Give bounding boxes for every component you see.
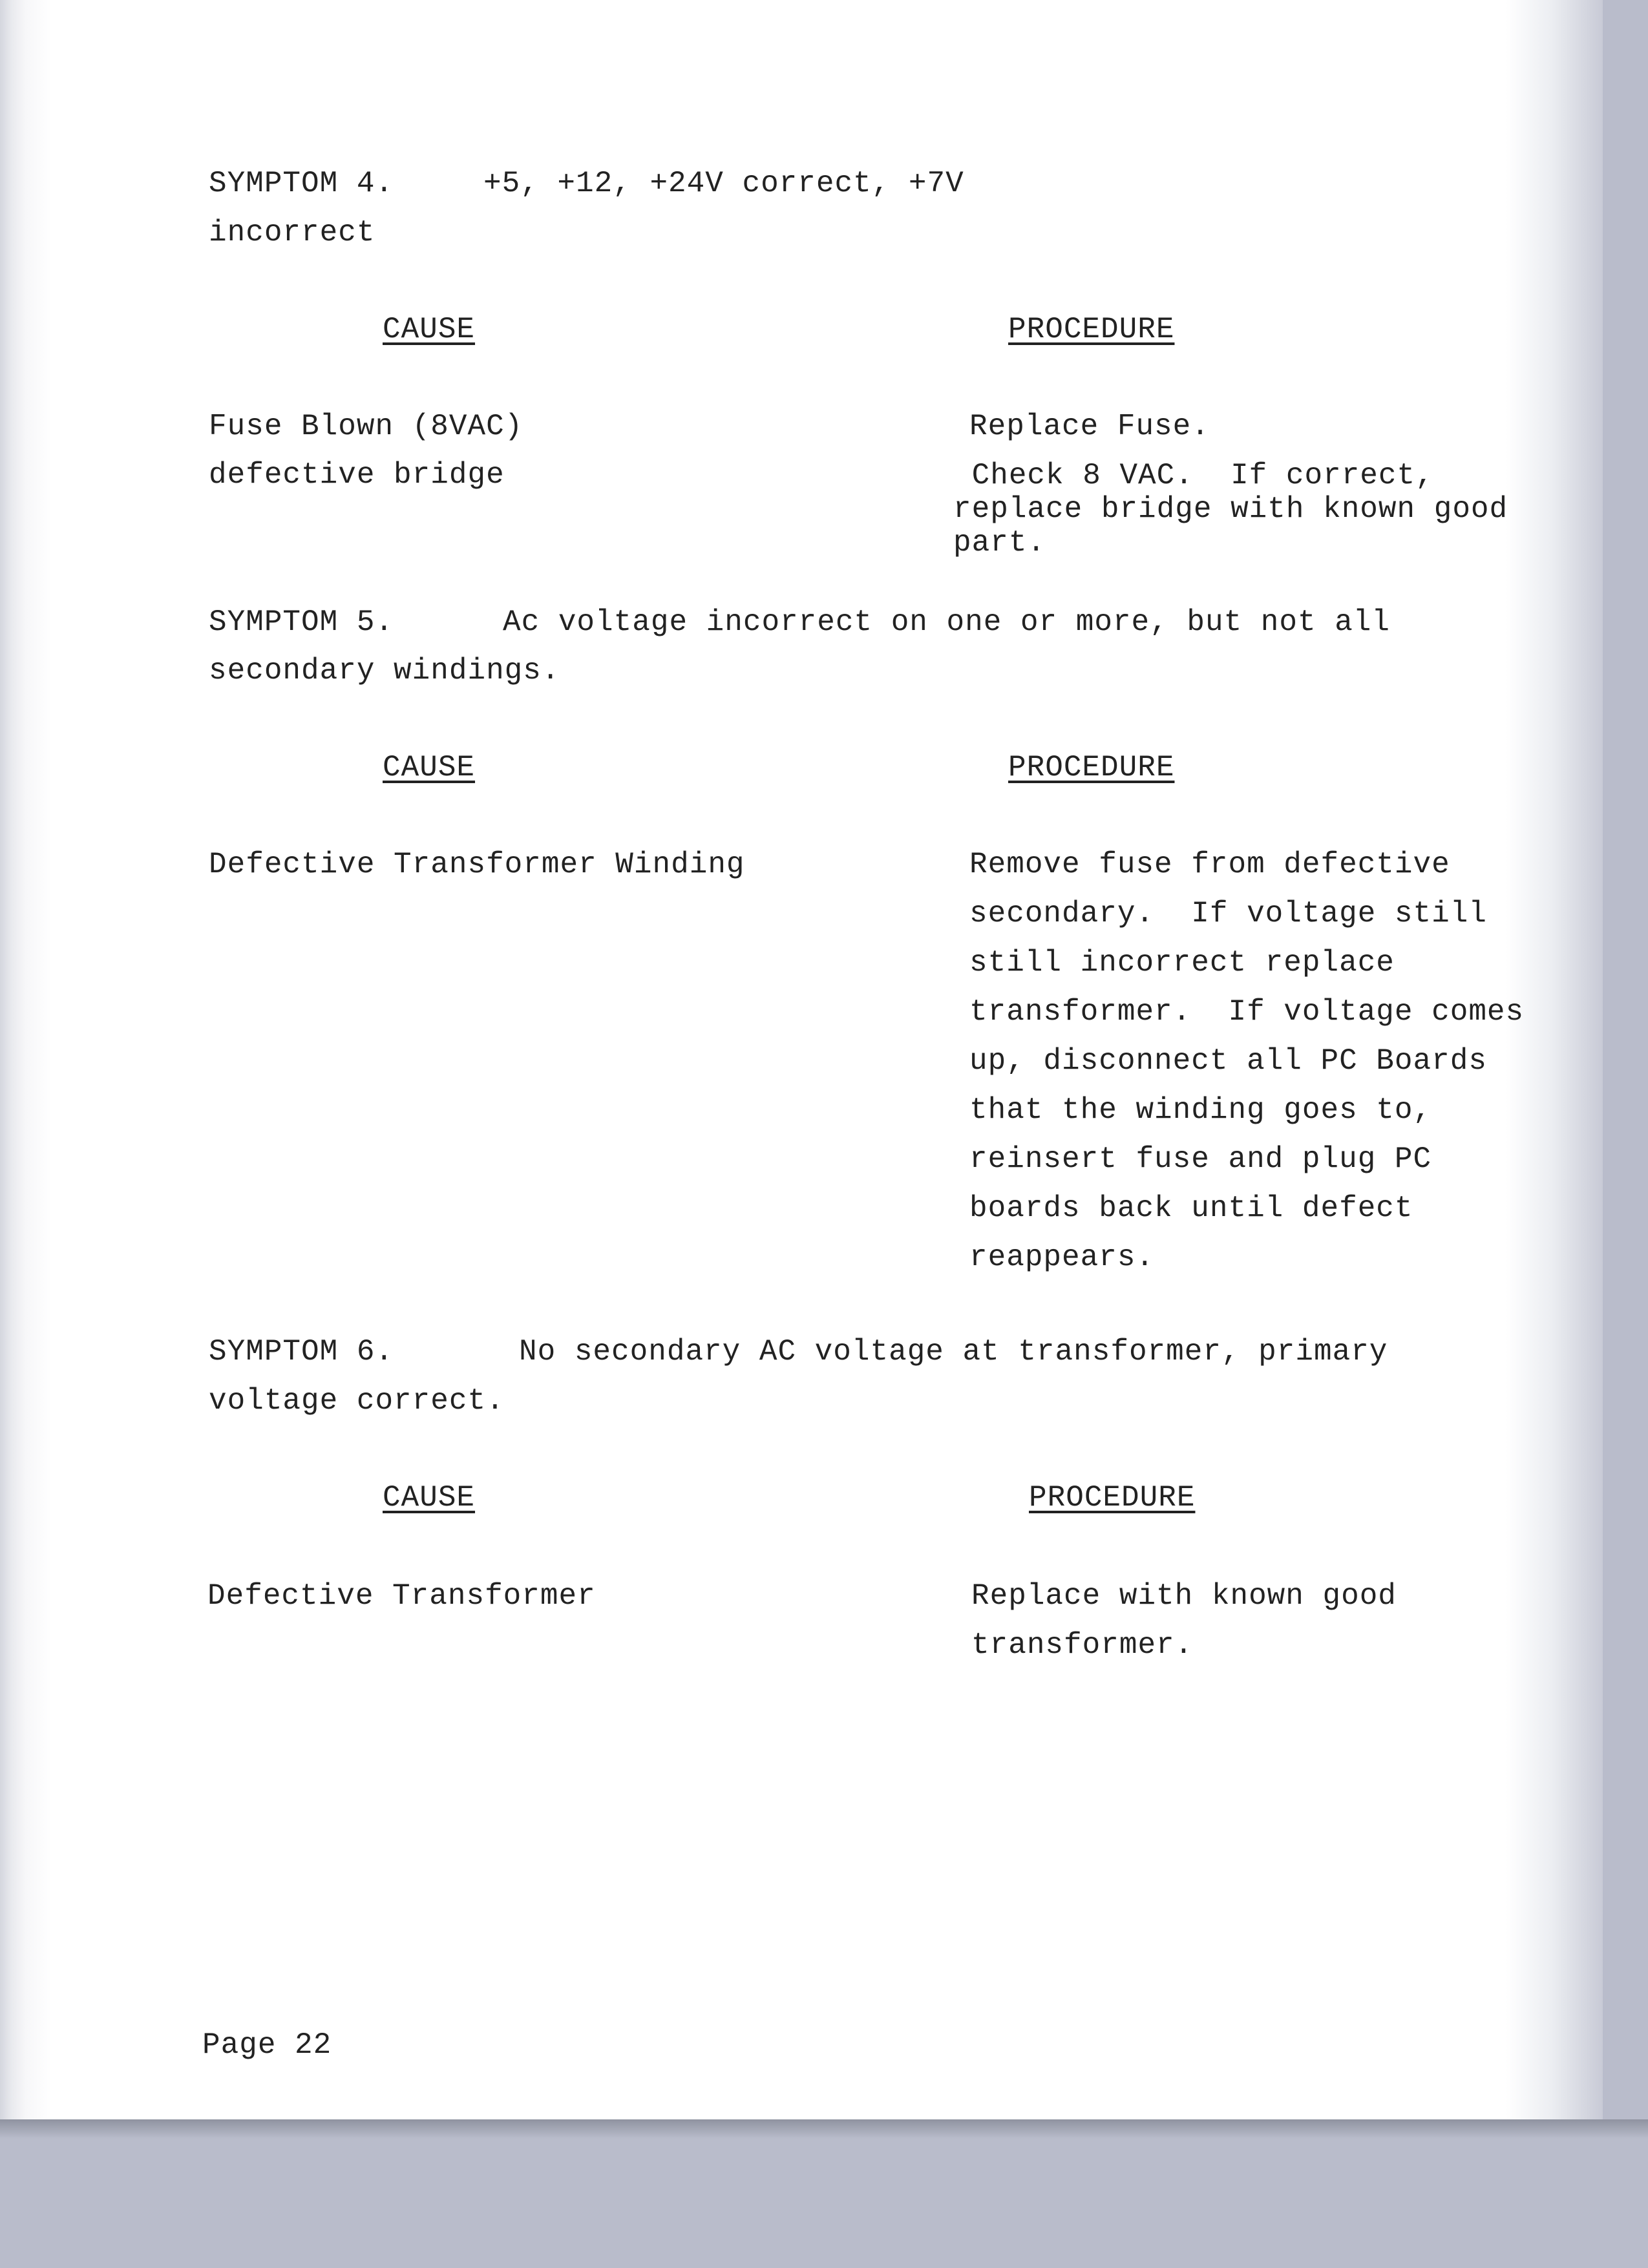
symptom-4-cause-1: Fuse Blown (8VAC) (209, 410, 523, 443)
symptom-4-procedure-1: Replace Fuse. (969, 410, 1210, 443)
procedure-line: part. (953, 526, 1046, 560)
symptom-6-description-cont: voltage correct. (209, 1384, 505, 1418)
procedure-line: that the winding goes to, (969, 1093, 1432, 1127)
symptom-5-heading: SYMPTOM 5. (209, 605, 394, 639)
procedure-line: transformer. (971, 1628, 1194, 1662)
symptom-5-procedure-1 (969, 840, 1524, 1282)
procedure-line: Remove fuse from defective (969, 848, 1450, 881)
procedure-line: reinsert fuse and plug PC (969, 1142, 1432, 1176)
symptom-4-description-cont: incorrect (209, 216, 375, 249)
procedure-line: Check 8 VAC. If correct, (953, 459, 1434, 492)
symptom-4-cause-2: defective bridge (209, 458, 505, 492)
symptom-5-cause-1: Defective Transformer Winding (209, 848, 745, 881)
procedure-line: up, disconnect all PC Boards (969, 1044, 1487, 1078)
symptom-6-cause-1: Defective Transformer (207, 1579, 596, 1613)
symptom-5-cause-header: CAUSE (383, 751, 476, 784)
symptom-6-heading: SYMPTOM 6. (209, 1335, 394, 1369)
page-number: Page 22 (202, 2028, 332, 2062)
procedure-line: replace bridge with known good (953, 492, 1508, 526)
symptom-6-procedure-header: PROCEDURE (1029, 1481, 1196, 1515)
page-stack-edge (0, 0, 52, 2119)
procedure-line: boards back until defect (969, 1192, 1413, 1225)
page-bottom-shadow (0, 2119, 1648, 2139)
symptom-5-procedure-header: PROCEDURE (1008, 751, 1175, 784)
symptom-6-procedure-1 (971, 1571, 1397, 1670)
symptom-4-description: +5, +12, +24V correct, +7V (483, 167, 964, 200)
procedure-line: transformer. If voltage comes (969, 995, 1525, 1029)
symptom-6-cause-header: CAUSE (383, 1481, 476, 1515)
symptom-4-heading: SYMPTOM 4. (209, 167, 394, 200)
symptom-4-cause-header: CAUSE (383, 313, 476, 346)
symptom-6-description: No secondary AC voltage at transformer, primary (519, 1335, 1388, 1369)
symptom-4-procedure-2 (953, 459, 1508, 560)
symptom-5-description: Ac voltage incorrect on one or more, but not all (503, 605, 1391, 639)
procedure-line: secondary. If voltage still (969, 897, 1487, 930)
procedure-line: Replace with known good (971, 1579, 1397, 1613)
symptom-4-procedure-header: PROCEDURE (1008, 313, 1175, 346)
procedure-line: still incorrect replace (969, 946, 1395, 980)
symptom-5-description-cont: secondary windings. (209, 654, 560, 688)
procedure-line: reappears. (969, 1241, 1155, 1274)
